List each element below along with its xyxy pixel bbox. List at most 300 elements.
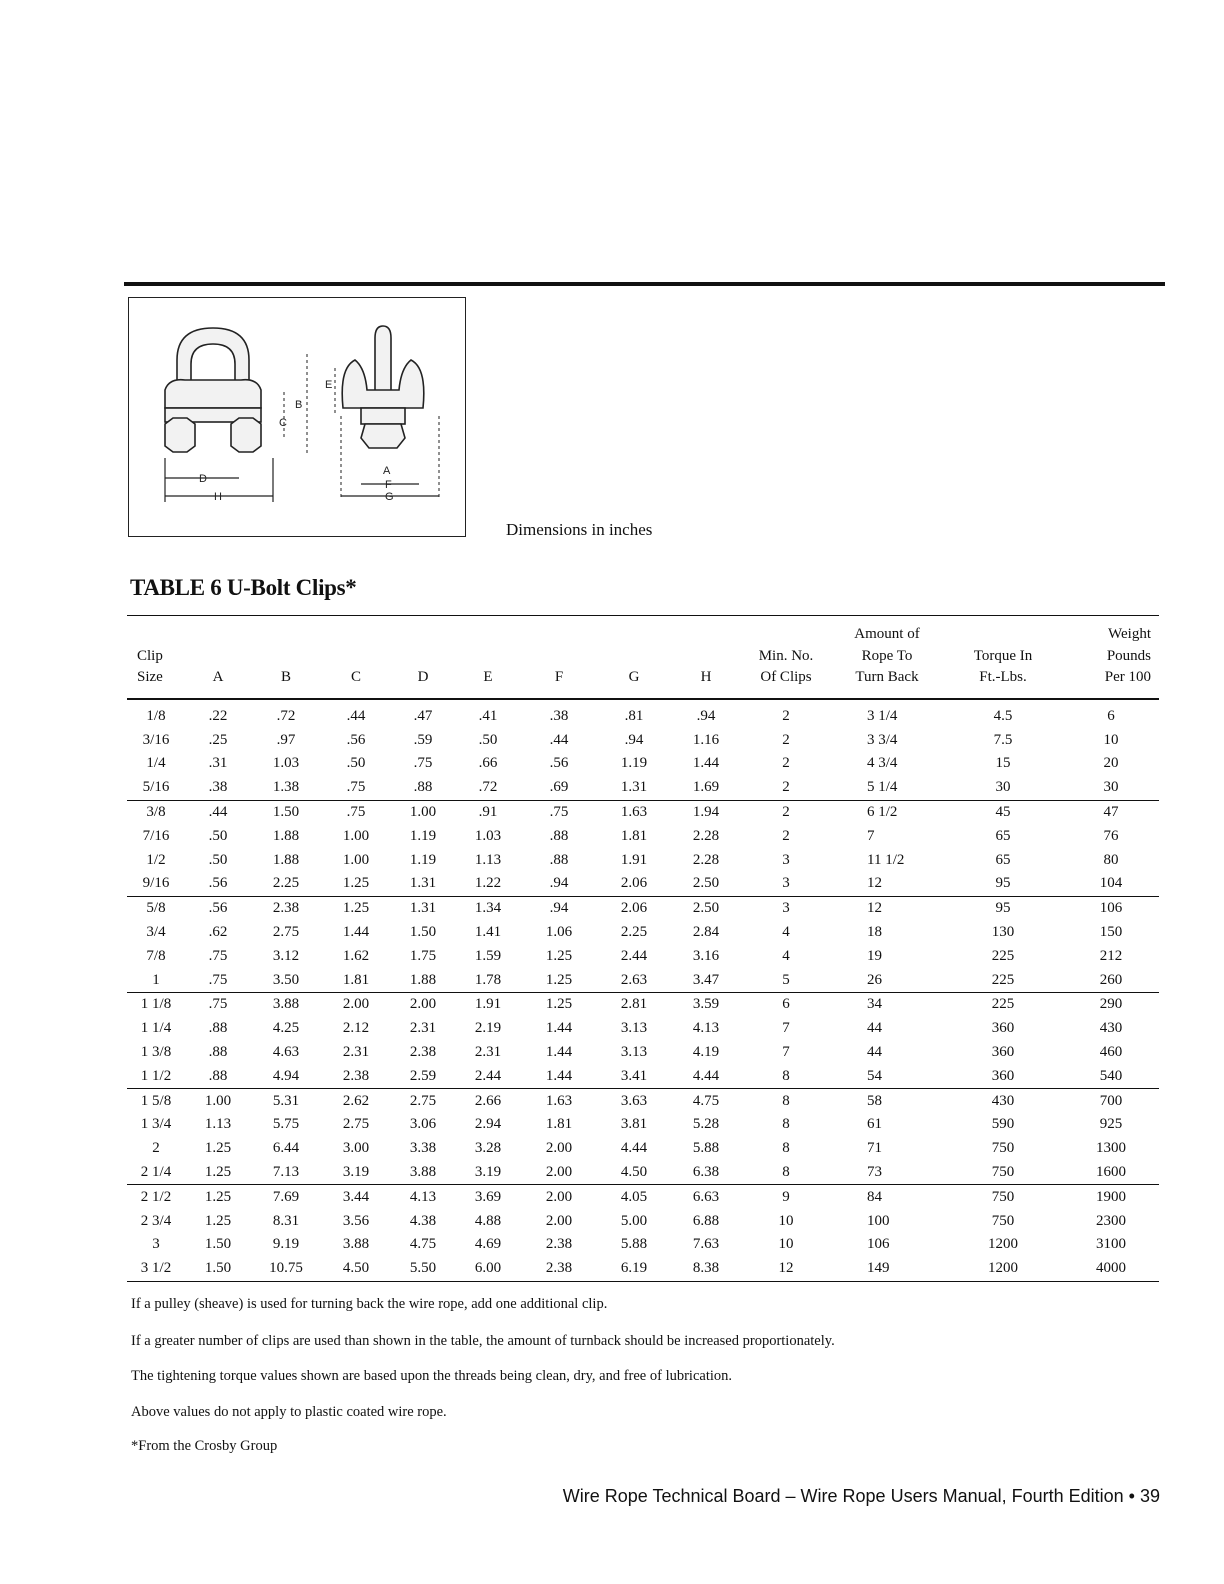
table-cell: .50 <box>208 851 228 868</box>
table-row <box>127 872 1159 896</box>
table-cell: 6 <box>782 996 790 1013</box>
label-d: D <box>199 473 207 485</box>
column-header-line: H <box>700 669 712 685</box>
table-cell: .75 <box>185 968 251 992</box>
table-cell: 3.06 <box>409 1116 437 1133</box>
table-cell: .38 <box>185 776 251 800</box>
table-cell: 19 <box>867 947 882 964</box>
label-h: H <box>214 491 222 503</box>
column-header-line: E <box>483 669 493 685</box>
table-cell: 1.75 <box>409 947 437 964</box>
table-cell: 1.19 <box>409 851 437 868</box>
column-header-line: Min. No. <box>758 647 814 664</box>
table-cell: 2.06 <box>620 900 648 917</box>
table-cell: 2.25 <box>251 872 321 896</box>
table-title: TABLE 6 U-Bolt Clips* <box>130 575 357 600</box>
table-cell: 1.44 <box>692 755 720 772</box>
table-cell: 95 <box>943 872 1063 896</box>
table-row <box>127 1113 1159 1137</box>
table-cell: 1 3/4 <box>140 1116 172 1133</box>
table-cell: 2.44 <box>455 1064 521 1088</box>
table-cell: .75 <box>413 755 433 772</box>
table-cell: 1.22 <box>455 872 521 896</box>
table-cell: 3.69 <box>474 1188 502 1205</box>
table-cell: .88 <box>208 1044 228 1061</box>
table-cell: 2 1/2 <box>140 1188 172 1205</box>
table-cell: .44 <box>208 804 228 821</box>
table-cell: 1.03 <box>272 755 300 772</box>
table-cell: 7 <box>782 1020 790 1037</box>
table-cell: 1.25 <box>185 1161 251 1185</box>
table-cell: 3/4 <box>146 924 166 941</box>
table-cell: 34 <box>867 996 882 1013</box>
table-cell: 1.88 <box>391 968 455 992</box>
table-cell: 1.88 <box>272 851 300 868</box>
table-cell: 1.00 <box>342 827 370 844</box>
table-cell: 5.75 <box>272 1116 300 1133</box>
table-cell: 2.28 <box>692 851 720 868</box>
table-cell: 1.91 <box>620 851 648 868</box>
table-cell: 3 <box>782 851 790 868</box>
column-header <box>127 616 185 699</box>
table-cell: 1.34 <box>474 900 502 917</box>
table-cell: 3.13 <box>620 1020 648 1037</box>
table-cell: 2 <box>782 804 790 821</box>
table-cell: 4.63 <box>272 1044 300 1061</box>
table-cell: 4.5 <box>993 707 1013 724</box>
table-cell: 1.69 <box>671 776 741 800</box>
table-cell: 3 <box>782 900 790 917</box>
table-cell: 212 <box>1099 947 1123 964</box>
table-cell: 3.56 <box>342 1212 370 1229</box>
table-cell: 1.13 <box>474 851 502 868</box>
table-cell: 2.94 <box>474 1116 502 1133</box>
table-cell: 71 <box>867 1140 882 1157</box>
table-cell: 4.05 <box>620 1188 648 1205</box>
table-cell: 65 <box>995 851 1011 868</box>
table-cell: 2.59 <box>391 1064 455 1088</box>
table-cell: 3.16 <box>692 947 720 964</box>
table-cell: .75 <box>321 776 391 800</box>
table-cell: 1.41 <box>474 924 502 941</box>
table-cell: 1 1/4 <box>140 1020 172 1037</box>
table-cell: 1.13 <box>204 1116 232 1133</box>
table-cell: 225 <box>943 968 1063 992</box>
table-cell: 4.88 <box>474 1212 502 1229</box>
table-cell: 2.75 <box>272 924 300 941</box>
column-header-line: Per 100 <box>1104 669 1151 685</box>
table-cell: 2.38 <box>272 900 300 917</box>
table-cell: 20 <box>1103 755 1119 772</box>
table-cell: 360 <box>991 1044 1015 1061</box>
table-cell: .50 <box>208 827 228 844</box>
table-cell: 149 <box>831 1257 943 1281</box>
table-cell: 1.81 <box>620 827 648 844</box>
table-cell: 1.44 <box>342 924 370 941</box>
table-cell: 1600 <box>1063 1161 1159 1185</box>
left-nut <box>165 418 195 452</box>
right-nut <box>231 418 261 452</box>
table-cell: 3.47 <box>671 968 741 992</box>
label-f: F <box>385 479 392 491</box>
table-cell: 4.75 <box>692 1092 720 1109</box>
table-cell: 2.31 <box>342 1044 370 1061</box>
table-cell: 1.31 <box>391 872 455 896</box>
table-cell: .94 <box>696 707 716 724</box>
table-row <box>127 1257 1159 1281</box>
table-cell: 7 <box>782 1044 790 1061</box>
column-header <box>251 616 321 699</box>
table-cell: 76 <box>1103 827 1119 844</box>
table-cell: 2 3/4 <box>140 1212 172 1229</box>
table-row <box>127 1041 1159 1065</box>
table-cell: 130 <box>991 924 1015 941</box>
column-header-line: Torque In <box>973 647 1033 664</box>
table-cell: 2.38 <box>521 1257 597 1281</box>
table-row <box>127 944 1159 968</box>
table-cell: 6.88 <box>692 1212 720 1229</box>
table-cell: .94 <box>549 900 569 917</box>
table-cell: 1.03 <box>474 827 502 844</box>
note-turnback: If a greater number of clips are used than shown in the table, the amount of turnback should be increased proportionately. <box>131 1333 835 1349</box>
table-row <box>127 752 1159 776</box>
note-pulley: If a pulley (sheave) is used for turning back the wire rope, add one additional clip. <box>131 1296 608 1312</box>
dimensions-caption: Dimensions in inches <box>506 520 653 539</box>
table-cell: 11 1/2 <box>867 851 905 868</box>
table-cell: 2.00 <box>545 1212 573 1229</box>
table-row <box>127 824 1159 848</box>
table-cell: 2 <box>782 755 790 772</box>
table-cell: 1 3/8 <box>140 1044 172 1061</box>
table-cell: 2 <box>152 1140 160 1157</box>
table-cell: 8 <box>782 1116 790 1133</box>
table-cell: .88 <box>208 1020 228 1037</box>
table-cell: 4.44 <box>671 1064 741 1088</box>
table-cell: 1 5/8 <box>140 1092 172 1109</box>
table-cell: 3.41 <box>597 1064 671 1088</box>
table-cell: 260 <box>1063 968 1159 992</box>
table-cell: 3.81 <box>620 1116 648 1133</box>
table-cell: 2.00 <box>521 1161 597 1185</box>
table-cell: 54 <box>831 1064 943 1088</box>
table-cell: .50 <box>478 731 498 748</box>
table-cell: 10 <box>1103 731 1119 748</box>
table-cell: 5.88 <box>620 1236 648 1253</box>
table-cell: 2 1/4 <box>127 1161 185 1185</box>
column-header <box>185 616 251 699</box>
table-cell: 3.88 <box>342 1236 370 1253</box>
table-cell: 2 <box>741 776 831 800</box>
table-cell: 700 <box>1099 1092 1123 1109</box>
table-cell: 1.25 <box>204 1212 232 1229</box>
table-cell: 4.19 <box>692 1044 720 1061</box>
table-cell: 225 <box>991 947 1015 964</box>
table-cell: 2.00 <box>409 996 437 1013</box>
table-row <box>127 896 1159 920</box>
table-cell: .56 <box>549 755 569 772</box>
table-cell: 360 <box>991 1020 1015 1037</box>
table-cell: 10.75 <box>251 1257 321 1281</box>
table-cell: 30 <box>943 776 1063 800</box>
table-cell: 2.50 <box>671 872 741 896</box>
table-cell: 4.75 <box>409 1236 437 1253</box>
column-header <box>521 616 597 699</box>
table-cell: 225 <box>991 996 1015 1013</box>
column-header <box>455 616 521 699</box>
table-cell: 1.19 <box>620 755 648 772</box>
column-header-line: C <box>350 669 361 685</box>
table-row <box>127 1185 1159 1209</box>
table-cell: .44 <box>549 731 569 748</box>
table-cell: 10 <box>778 1212 794 1229</box>
table-cell: 1.91 <box>474 996 502 1013</box>
column-header <box>943 616 1063 699</box>
table-cell: .75 <box>549 804 569 821</box>
table-cell: 2300 <box>1096 1212 1126 1229</box>
table-cell: .88 <box>185 1064 251 1088</box>
table-cell: .41 <box>478 707 498 724</box>
table-cell: 12 <box>831 872 943 896</box>
page-footer: Wire Rope Technical Board – Wire Rope Users Manual, Fourth Edition • 39 <box>562 1486 1160 1506</box>
table-cell: 3/16 <box>142 731 170 748</box>
column-header <box>597 616 671 699</box>
table-cell: 7 <box>867 827 875 844</box>
table-cell: 1.16 <box>692 731 720 748</box>
table-cell: 106 <box>867 1236 890 1253</box>
table-cell: 8.31 <box>272 1212 300 1229</box>
table-cell: 3.88 <box>272 996 300 1013</box>
table-cell: 1.25 <box>204 1140 232 1157</box>
table-cell: 3.00 <box>342 1140 370 1157</box>
note-plastic: Above values do not apply to plastic coated wire rope. <box>131 1404 447 1420</box>
table-cell: .56 <box>208 900 228 917</box>
top-rule <box>124 282 1165 286</box>
table-cell: 8.38 <box>671 1257 741 1281</box>
table-cell: 9.19 <box>272 1236 300 1253</box>
table-cell: 2 <box>782 707 790 724</box>
table-cell: .88 <box>391 776 455 800</box>
table-cell: 3.88 <box>391 1161 455 1185</box>
table-cell: 18 <box>867 924 882 941</box>
table-row <box>127 1017 1159 1041</box>
table-cell: 4.13 <box>692 1020 720 1037</box>
table-cell: .81 <box>624 707 644 724</box>
note-torque: The tightening torque values shown are based upon the threads being clean, dry, and free of lubrication. <box>131 1368 733 1384</box>
table-cell: 26 <box>831 968 943 992</box>
table-cell: 12 <box>741 1257 831 1281</box>
table-cell: .72 <box>276 707 296 724</box>
table-cell: 84 <box>867 1188 882 1205</box>
table-cell: 1.25 <box>342 900 370 917</box>
table-cell: 750 <box>991 1188 1015 1205</box>
table-cell: 7/16 <box>142 827 170 844</box>
table-cell: 5.50 <box>391 1257 455 1281</box>
table-cell: 4 <box>782 924 790 941</box>
table-cell: 750 <box>943 1161 1063 1185</box>
table-cell: 44 <box>867 1044 882 1061</box>
table-cell: 1.63 <box>620 804 648 821</box>
table-cell: 15 <box>995 755 1011 772</box>
table-cell: 430 <box>1099 1020 1123 1037</box>
table-cell: 6.44 <box>272 1140 300 1157</box>
table-cell: 1.81 <box>321 968 391 992</box>
table-cell: 3 3/4 <box>867 731 898 748</box>
table-cell: 2.00 <box>545 1188 573 1205</box>
table-cell: 30 <box>1063 776 1159 800</box>
table-cell: 430 <box>991 1092 1015 1109</box>
table-cell: .97 <box>276 731 296 748</box>
table-cell: 6 <box>1107 707 1115 724</box>
table-cell: .91 <box>478 804 498 821</box>
table-cell: 7.63 <box>692 1236 720 1253</box>
table-cell: 3.63 <box>620 1092 648 1109</box>
table-cell: 1.44 <box>545 1044 573 1061</box>
table-cell: 1 <box>127 968 185 992</box>
table-cell: 1.25 <box>545 996 573 1013</box>
u-bolt-clip-diagram <box>129 298 467 538</box>
table-cell: 750 <box>991 1212 1015 1229</box>
table-body <box>127 699 1159 1282</box>
table-cell: 3.19 <box>321 1161 391 1185</box>
table-cell: 2.12 <box>342 1020 370 1037</box>
table-row <box>127 800 1159 824</box>
table-cell: 3100 <box>1096 1236 1126 1253</box>
table-cell: 750 <box>991 1140 1015 1157</box>
u-bolt-clip-figure <box>128 297 466 537</box>
table-cell: .47 <box>413 707 433 724</box>
table-cell: 8 <box>782 1092 790 1109</box>
table-cell: 2.38 <box>321 1064 391 1088</box>
table-cell: 4.25 <box>272 1020 300 1037</box>
column-header-line: Clip <box>137 647 163 664</box>
table-cell: 7.5 <box>993 731 1013 748</box>
table-cell: 6 1/2 <box>867 804 898 821</box>
table-cell: 1.88 <box>272 827 300 844</box>
table-cell: 2.63 <box>597 968 671 992</box>
table-cell: 9/16 <box>127 872 185 896</box>
table-cell: 1.25 <box>545 947 573 964</box>
table-cell: .69 <box>521 776 597 800</box>
table-cell: 1.31 <box>597 776 671 800</box>
table-cell: 1/4 <box>146 755 166 772</box>
table-cell: .25 <box>208 731 228 748</box>
table-cell: 1200 <box>943 1257 1063 1281</box>
table-cell: 4.44 <box>620 1140 648 1157</box>
side-base <box>361 408 405 424</box>
column-header-line: Turn Back <box>855 669 919 685</box>
table-cell: 6.19 <box>597 1257 671 1281</box>
table-cell: 2.75 <box>342 1116 370 1133</box>
table-cell: .59 <box>413 731 433 748</box>
table-cell: 8 <box>741 1161 831 1185</box>
column-header <box>831 616 943 699</box>
side-nut <box>361 424 405 448</box>
table-cell: 4 <box>782 947 790 964</box>
table-cell: 150 <box>1099 924 1123 941</box>
table-cell: .62 <box>208 924 228 941</box>
column-header <box>1063 616 1159 699</box>
table-cell: 10 <box>778 1236 794 1253</box>
table-cell: 1.38 <box>251 776 321 800</box>
table-cell: .75 <box>346 804 366 821</box>
column-header <box>391 616 455 699</box>
u-bolt-table-wrap <box>127 615 1159 1282</box>
table-cell: 2 <box>782 731 790 748</box>
table-cell: 4.50 <box>321 1257 391 1281</box>
column-header <box>741 616 831 699</box>
label-a: A <box>383 465 391 477</box>
table-cell: .44 <box>346 707 366 724</box>
table-cell: 1.50 <box>204 1236 232 1253</box>
table-row <box>127 968 1159 992</box>
table-cell: 460 <box>1099 1044 1123 1061</box>
table-cell: 4.94 <box>251 1064 321 1088</box>
table-cell: 2 <box>782 827 790 844</box>
table-cell: 2.66 <box>474 1092 502 1109</box>
table-cell: 5/8 <box>146 900 166 917</box>
table-cell: 1 1/2 <box>127 1064 185 1088</box>
table-cell: 1.94 <box>692 804 720 821</box>
table-row <box>127 776 1159 800</box>
table-cell: 106 <box>1099 900 1123 917</box>
table-row <box>127 921 1159 945</box>
table-cell: 3.28 <box>474 1140 502 1157</box>
table-cell: 2.25 <box>620 924 648 941</box>
table-cell: 360 <box>943 1064 1063 1088</box>
table-cell: 73 <box>831 1161 943 1185</box>
table-cell: 8 <box>782 1140 790 1157</box>
table-cell: .66 <box>478 755 498 772</box>
label-c: C <box>279 417 287 429</box>
table-cell: .50 <box>346 755 366 772</box>
table-cell: 3 1/2 <box>127 1257 185 1281</box>
table-cell: 58 <box>867 1092 882 1109</box>
u-bolt-clip-table <box>127 615 1159 1282</box>
column-header-line: D <box>417 669 429 685</box>
table-cell: 2.31 <box>409 1020 437 1037</box>
table-cell: 44 <box>867 1020 882 1037</box>
table-cell: 4.69 <box>474 1236 502 1253</box>
table-cell: 5.88 <box>692 1140 720 1157</box>
table-cell: 2.75 <box>409 1092 437 1109</box>
table-row <box>127 993 1159 1017</box>
table-cell: 1.44 <box>521 1064 597 1088</box>
table-cell: 540 <box>1063 1064 1159 1088</box>
column-header-line: B <box>280 669 291 685</box>
table-cell: 2.28 <box>692 827 720 844</box>
table-cell: 4 3/4 <box>867 755 898 772</box>
column-header-line: F <box>554 669 564 685</box>
table-cell: 5.00 <box>620 1212 648 1229</box>
table-cell: 2.38 <box>409 1044 437 1061</box>
table-cell: 3 1/4 <box>867 707 898 724</box>
table-cell: 61 <box>867 1116 882 1133</box>
label-e: E <box>325 379 333 391</box>
table-cell: 5.28 <box>692 1116 720 1133</box>
label-g: G <box>385 491 394 503</box>
table-cell: 1.19 <box>409 827 437 844</box>
column-header-line: Of Clips <box>760 669 812 685</box>
table-cell: 1.62 <box>342 947 370 964</box>
table-cell: 290 <box>1099 996 1123 1013</box>
table-cell: 6.38 <box>671 1161 741 1185</box>
table-cell: 1.00 <box>409 804 437 821</box>
table-cell: 2.62 <box>342 1092 370 1109</box>
table-cell: 47 <box>1103 804 1119 821</box>
column-header <box>321 616 391 699</box>
table-cell: 1200 <box>988 1236 1018 1253</box>
table-cell: 4000 <box>1063 1257 1159 1281</box>
